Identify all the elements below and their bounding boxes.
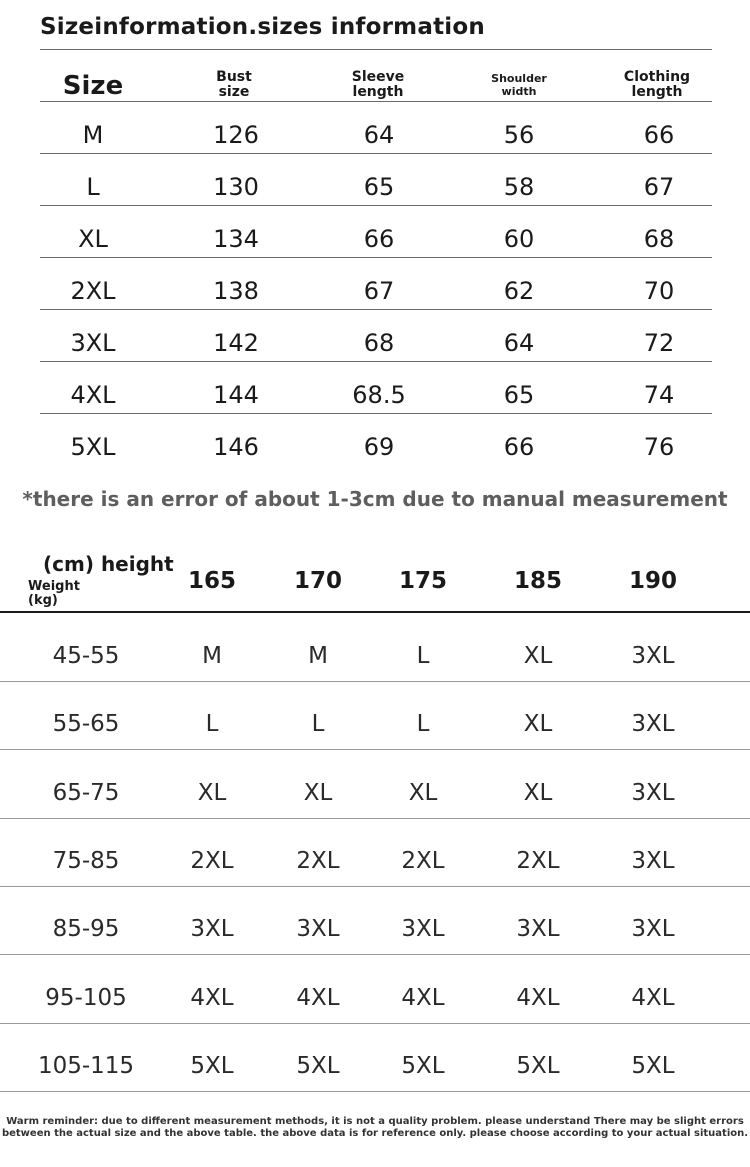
size-value: 76 bbox=[643, 433, 675, 461]
recommended-size: XL bbox=[523, 779, 553, 806]
recommended-size: M bbox=[202, 643, 222, 669]
size-value: 64 bbox=[503, 329, 535, 357]
recommended-size: 3XL bbox=[631, 916, 675, 943]
footer-line1: Warm reminder: due to different measurement methods, it is not a quality problem. please understand There may be slight errors bbox=[6, 1116, 744, 1127]
weight-range: 55-65 bbox=[52, 711, 120, 738]
size-value: 146 bbox=[213, 433, 259, 461]
row-divider bbox=[0, 749, 750, 750]
recommended-size: 4XL bbox=[296, 984, 340, 1011]
recommended-size: 3XL bbox=[296, 916, 340, 943]
size-value: 66 bbox=[643, 121, 675, 149]
size-value: 56 bbox=[503, 121, 535, 149]
recommended-size: 4XL bbox=[516, 984, 560, 1011]
recommended-size: 2XL bbox=[296, 847, 340, 874]
recommended-size: L bbox=[205, 711, 219, 738]
footer-line2: between the actual size and the above table. the above data is for reference only. please choose according to your actual situation. bbox=[1, 1128, 749, 1139]
header-shoulder-line1: Shoulder bbox=[491, 72, 547, 85]
row-divider bbox=[0, 681, 750, 682]
size-value: 67 bbox=[363, 277, 395, 305]
header-clothing bbox=[624, 70, 690, 100]
recommended-size: 3XL bbox=[631, 779, 675, 806]
row-divider bbox=[0, 954, 750, 955]
row-divider bbox=[40, 257, 712, 258]
size-value: 65 bbox=[363, 173, 395, 201]
row-divider bbox=[0, 886, 750, 887]
height-value: 175 bbox=[398, 568, 448, 594]
recommended-size: 5XL bbox=[296, 1052, 340, 1079]
size-label: 5XL bbox=[70, 433, 116, 461]
size-value: 144 bbox=[213, 381, 259, 409]
header-divider bbox=[40, 101, 712, 102]
weight-label-line1: Weight bbox=[28, 579, 80, 594]
weight-range: 45-55 bbox=[52, 643, 120, 669]
recommended-size: 4XL bbox=[631, 984, 675, 1011]
recommended-size: 2XL bbox=[401, 847, 445, 874]
recommended-size: 4XL bbox=[190, 984, 234, 1011]
footer-reminder bbox=[0, 1116, 750, 1140]
recommended-size: 3XL bbox=[190, 916, 234, 943]
weight-range: 75-85 bbox=[52, 847, 120, 874]
header-size: Size bbox=[62, 71, 124, 101]
height-value: 185 bbox=[513, 568, 563, 594]
recommended-size: 3XL bbox=[631, 711, 675, 738]
size-value: 58 bbox=[503, 173, 535, 201]
size-label: M bbox=[82, 121, 104, 149]
recommended-size: XL bbox=[523, 643, 553, 669]
recommended-size: XL bbox=[408, 779, 438, 806]
recommended-size: XL bbox=[523, 711, 553, 738]
height-value: 170 bbox=[293, 568, 343, 594]
size-value: 134 bbox=[213, 225, 259, 253]
weight-range: 85-95 bbox=[52, 916, 120, 943]
size-value: 68 bbox=[363, 329, 395, 357]
recommended-size: 5XL bbox=[401, 1052, 445, 1079]
weight-range: 95-105 bbox=[45, 984, 127, 1011]
header-sleeve-line2: length bbox=[352, 84, 404, 100]
recommended-size: 5XL bbox=[631, 1052, 675, 1079]
size-value: 66 bbox=[503, 433, 535, 461]
weight-label bbox=[28, 580, 80, 608]
header-sleeve bbox=[352, 70, 405, 100]
row-divider bbox=[40, 205, 712, 206]
row-divider bbox=[40, 153, 712, 154]
size-value: 65 bbox=[503, 381, 535, 409]
recommended-size: 4XL bbox=[401, 984, 445, 1011]
recommended-size: XL bbox=[303, 779, 333, 806]
size-value: 72 bbox=[643, 329, 675, 357]
recommend-header-divider bbox=[0, 611, 750, 613]
height-label: (cm) height bbox=[43, 552, 174, 576]
row-divider bbox=[40, 309, 712, 310]
recommended-size: L bbox=[416, 643, 430, 669]
row-divider bbox=[40, 361, 712, 362]
size-label: 2XL bbox=[70, 277, 116, 305]
height-value: 190 bbox=[628, 568, 678, 594]
size-value: 68 bbox=[643, 225, 675, 253]
recommended-size: 3XL bbox=[516, 916, 560, 943]
header-shoulder bbox=[491, 72, 547, 98]
size-value: 66 bbox=[363, 225, 395, 253]
weight-label-line2: (kg) bbox=[28, 593, 58, 608]
size-value: 67 bbox=[643, 173, 675, 201]
header-bust-line2: size bbox=[218, 84, 250, 100]
recommended-size: L bbox=[311, 711, 325, 738]
size-value: 62 bbox=[503, 277, 535, 305]
header-clothing-line2: length bbox=[631, 84, 683, 100]
recommended-size: XL bbox=[197, 779, 227, 806]
recommended-size: 2XL bbox=[190, 847, 234, 874]
size-value: 142 bbox=[213, 329, 259, 357]
recommended-size: L bbox=[416, 711, 430, 738]
row-divider bbox=[0, 1091, 750, 1092]
recommended-size: M bbox=[308, 643, 328, 669]
size-value: 130 bbox=[213, 173, 259, 201]
size-value: 126 bbox=[213, 121, 259, 149]
size-value: 138 bbox=[213, 277, 259, 305]
weight-range: 65-75 bbox=[52, 779, 120, 806]
recommended-size: 3XL bbox=[631, 847, 675, 874]
size-value: 69 bbox=[363, 433, 395, 461]
recommended-size: 5XL bbox=[516, 1052, 560, 1079]
weight-range: 105-115 bbox=[37, 1052, 135, 1079]
measurement-note: *there is an error of about 1-3cm due to manual measurement bbox=[22, 487, 728, 511]
size-label: 3XL bbox=[70, 329, 116, 357]
title-divider bbox=[40, 49, 712, 50]
row-divider bbox=[40, 413, 712, 414]
size-value: 70 bbox=[643, 277, 675, 305]
header-sleeve-line1: Sleeve bbox=[351, 69, 405, 85]
size-value: 64 bbox=[363, 121, 395, 149]
header-bust-line1: Bust bbox=[216, 69, 252, 85]
header-bust bbox=[216, 70, 252, 100]
recommended-size: 5XL bbox=[190, 1052, 234, 1079]
size-label: L bbox=[86, 173, 100, 201]
row-divider bbox=[0, 1023, 750, 1024]
recommended-size: 3XL bbox=[401, 916, 445, 943]
recommended-size: 3XL bbox=[631, 643, 675, 669]
size-label: XL bbox=[78, 225, 108, 253]
header-clothing-line1: Clothing bbox=[623, 69, 691, 85]
page-title: Sizeinformation.sizes information bbox=[40, 14, 485, 40]
row-divider bbox=[0, 818, 750, 819]
size-value: 60 bbox=[503, 225, 535, 253]
height-value: 165 bbox=[187, 568, 237, 594]
recommended-size: 2XL bbox=[516, 847, 560, 874]
size-value: 74 bbox=[643, 381, 675, 409]
header-shoulder-line2: width bbox=[501, 85, 537, 98]
size-label: 4XL bbox=[70, 381, 116, 409]
size-value: 68.5 bbox=[352, 381, 406, 409]
